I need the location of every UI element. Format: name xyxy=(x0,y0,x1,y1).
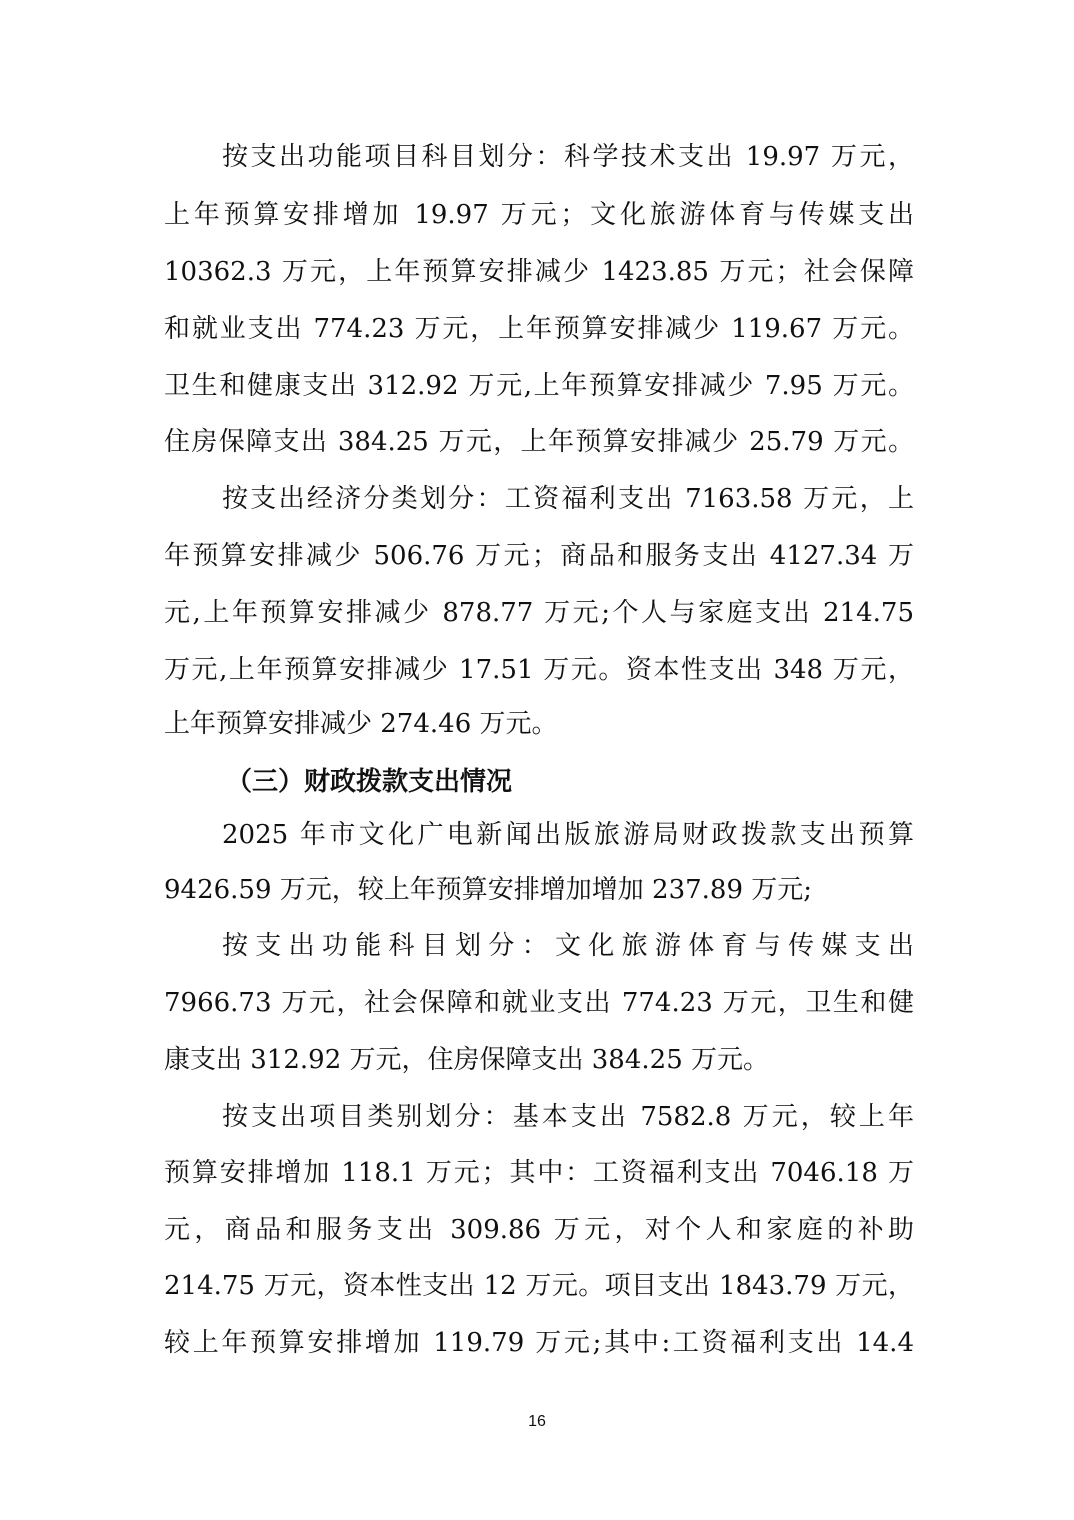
paragraph-line: 较上年预算安排增加 119.79 万元;其中:工资福利支出 14.4 xyxy=(164,1328,914,1358)
paragraph-line: 上年预算安排减少 274.46 万元。 xyxy=(164,709,558,739)
paragraph-line: 按支出经济分类划分：工资福利支出 7163.58 万元，上 xyxy=(222,484,914,514)
paragraph-line: 7966.73 万元，社会保障和就业支出 774.23 万元，卫生和健 xyxy=(164,988,914,1018)
paragraph-line: 9426.59 万元，较上年预算安排增加增加 237.89 万元; xyxy=(164,875,813,905)
paragraph-line: 年预算安排减少 506.76 万元；商品和服务支出 4127.34 万 xyxy=(164,541,914,571)
paragraph-line: 预算安排增加 118.1 万元；其中：工资福利支出 7046.18 万 xyxy=(164,1158,914,1188)
paragraph-line: 元,上年预算安排减少 878.77 万元;个人与家庭支出 214.75 xyxy=(164,598,914,628)
paragraph-line: 上年预算安排增加 19.97 万元；文化旅游体育与传媒支出 xyxy=(164,200,914,230)
paragraph-line: 按支出功能项目科目划分：科学技术支出 19.97 万元， xyxy=(222,142,914,172)
paragraph-line: 按支出功能科目划分：文化旅游体育与传媒支出 xyxy=(222,931,914,961)
paragraph-line: 2025 年市文化广电新闻出版旅游局财政拨款支出预算 xyxy=(222,820,914,850)
paragraph-line: 万元,上年预算安排减少 17.51 万元。资本性支出 348 万元， xyxy=(164,655,914,685)
section-heading: （三）财政拨款支出情况 xyxy=(226,767,513,797)
paragraph-line: 按支出项目类别划分：基本支出 7582.8 万元，较上年 xyxy=(222,1102,914,1132)
paragraph-line: 元，商品和服务支出 309.86 万元，对个人和家庭的补助 xyxy=(164,1215,914,1245)
paragraph-line: 和就业支出 774.23 万元，上年预算安排减少 119.67 万元。 xyxy=(164,314,914,344)
paragraph-line: 住房保障支出 384.25 万元，上年预算安排减少 25.79 万元。 xyxy=(164,427,914,457)
page-number: 16 xyxy=(528,1413,546,1430)
paragraph-line: 卫生和健康支出 312.92 万元,上年预算安排减少 7.95 万元。 xyxy=(164,371,914,401)
paragraph-line: 10362.3 万元，上年预算安排减少 1423.85 万元；社会保障 xyxy=(164,257,914,287)
paragraph-line: 214.75 万元，资本性支出 12 万元。项目支出 1843.79 万元， xyxy=(164,1271,914,1301)
paragraph-line: 康支出 312.92 万元，住房保障支出 384.25 万元。 xyxy=(164,1045,770,1075)
